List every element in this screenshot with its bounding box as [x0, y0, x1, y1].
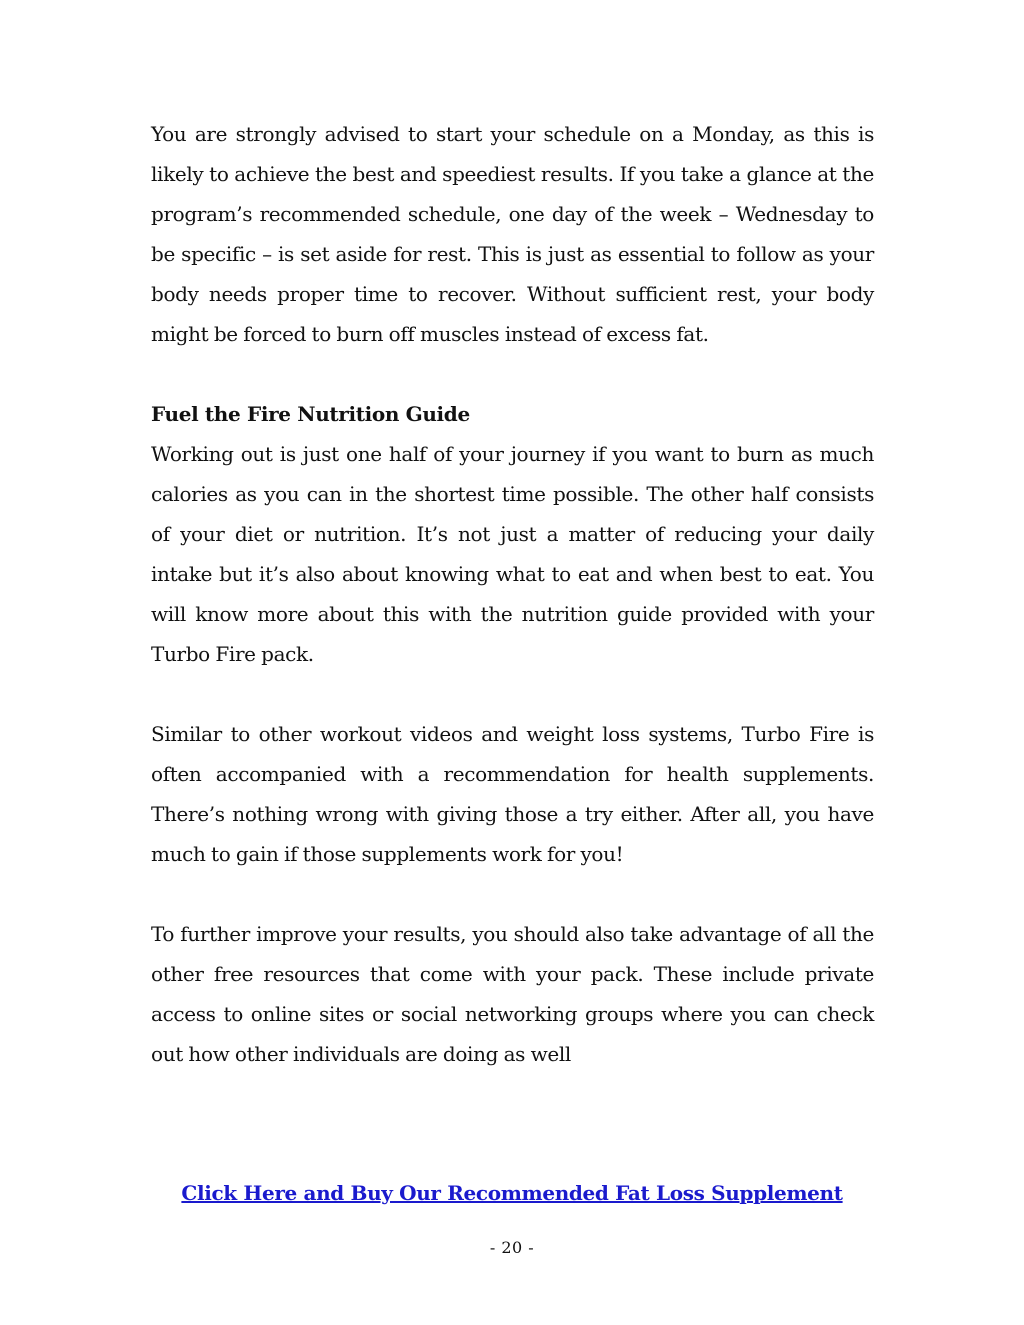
section-heading-nutrition-guide: Fuel the Fire Nutrition Guide	[151, 402, 470, 426]
page-number: - 20 -	[489, 1238, 535, 1257]
cta-container	[0, 1173, 1024, 1213]
paragraph-resources: To further improve your results, you should also take advantage of all the other free resources that come with your pack. These include private access to online sites or social networking groups where you can check out how other individuals are doing as well	[151, 922, 874, 1066]
paragraph-schedule: You are strongly advised to start your schedule on a Monday, as this is likely to achieve the best and speediest results. If you take a glance at the program’s recommended schedule, one day of the week – Wednesday to be specific – is set aside for rest. This is just as essential to follow as your body needs proper time to recover. Without sufficient rest, your body might be forced to burn off muscles instead of excess fat.	[151, 122, 874, 346]
document-body	[151, 114, 874, 1074]
paragraph-nutrition: Working out is just one half of your journey if you want to burn as much calories as you can in the shortest time possible. The other half consists of your diet or nutrition. It’s not just a matter of reducing your daily intake but it’s also about knowing what to eat and when best to eat. You will know more about this with the nutrition guide provided with your Turbo Fire pack.	[151, 442, 874, 666]
paragraph-supplements: Similar to other workout videos and weight loss systems, Turbo Fire is often accompanied with a recommendation for health supplements. There’s nothing wrong with giving those a try either. After all, you have much to gain if those supplements work for you!	[151, 722, 874, 866]
buy-supplement-link[interactable]: Click Here and Buy Our Recommended Fat Loss Supplement	[181, 1181, 843, 1205]
